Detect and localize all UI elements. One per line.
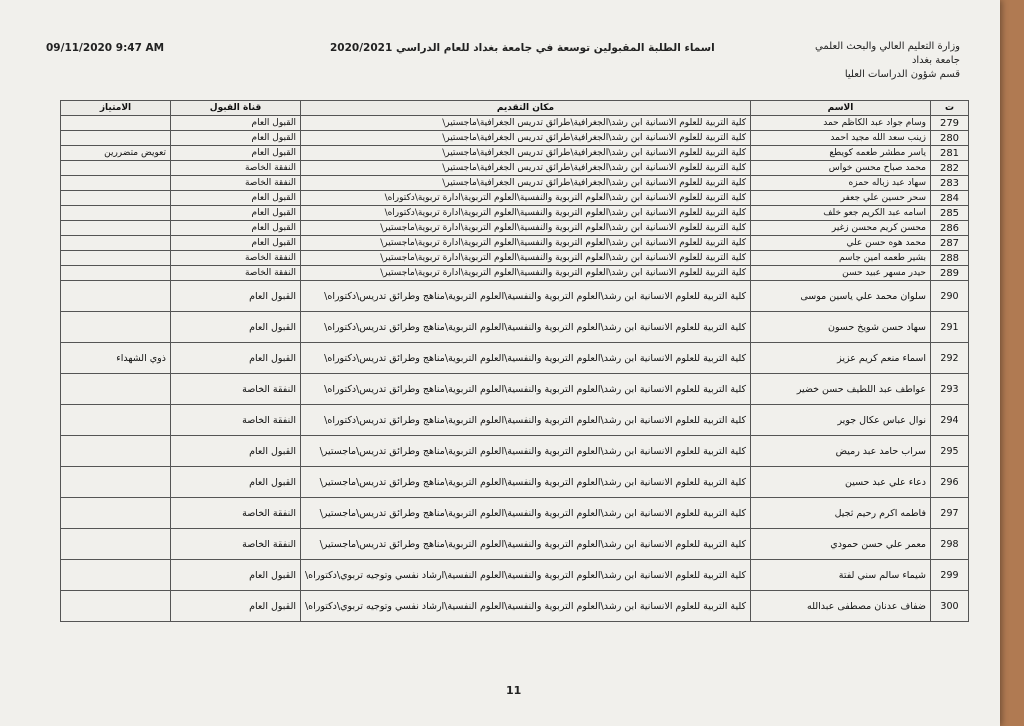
cell-place: كلية التربية للعلوم الانسانية ابن رشد\الجغرافية\طرائق تدريس الجغرافية\ماجستير\ [301, 116, 751, 131]
cell-channel: النفقة الخاصة [171, 405, 301, 436]
cell-place: كلية التربية للعلوم الانسانية ابن رشد\العلوم التربوية والنفسية\العلوم التربوية\مناهج وطرائق تدريس\دكتوراه\ [301, 281, 751, 312]
table-header-row [61, 101, 969, 116]
cell-channel: القبول العام [171, 191, 301, 206]
cell-place: كلية التربية للعلوم الانسانية ابن رشد\العلوم التربوية والنفسية\العلوم التربوية\ادارة تربوية\ماجستير\ [301, 251, 751, 266]
cell-number: 287 [931, 236, 969, 251]
department-name: قسم شؤون الدراسات العليا [844, 69, 960, 80]
ministry-name: وزارة التعليم العالي والبحث العلمي [815, 41, 960, 52]
table-row [61, 529, 969, 560]
cell-name: سهاد عبد زباله حمزه [751, 176, 931, 191]
cell-privilege [61, 161, 171, 176]
cell-channel: القبول العام [171, 146, 301, 161]
cell-privilege [61, 266, 171, 281]
table-row [61, 266, 969, 281]
cell-name: عواطف عبد اللطيف حسن خضير [751, 374, 931, 405]
table-row [61, 498, 969, 529]
cell-channel: القبول العام [171, 560, 301, 591]
cell-privilege [61, 467, 171, 498]
table-row [61, 343, 969, 374]
cell-place: كلية التربية للعلوم الانسانية ابن رشد\العلوم التربوية والنفسية\العلوم التربوية\ادارة تربوية\ماجستير\ [301, 236, 751, 251]
table-row [61, 236, 969, 251]
cell-place: كلية التربية للعلوم الانسانية ابن رشد\العلوم التربوية والنفسية\العلوم التربوية\مناهج وطرائق تدريس\ماجستير\ [301, 436, 751, 467]
cell-name: نوال عباس عكال جوير [751, 405, 931, 436]
cell-channel: القبول العام [171, 436, 301, 467]
cell-number: 289 [931, 266, 969, 281]
cell-privilege: تعويض متضررين [61, 146, 171, 161]
table-row [61, 221, 969, 236]
cell-number: 292 [931, 343, 969, 374]
cell-number: 286 [931, 221, 969, 236]
table-row [61, 251, 969, 266]
cell-channel: النفقة الخاصة [171, 498, 301, 529]
cell-channel: القبول العام [171, 236, 301, 251]
cell-place: كلية التربية للعلوم الانسانية ابن رشد\العلوم التربوية والنفسية\العلوم التربوية\مناهج وطرائق تدريس\ماجستير\ [301, 498, 751, 529]
cell-privilege [61, 529, 171, 560]
cell-place: كلية التربية للعلوم الانسانية ابن رشد\العلوم التربوية والنفسية\العلوم التربوية\مناهج وطرائق تدريس\ماجستير\ [301, 529, 751, 560]
cell-privilege: ذوي الشهداء [61, 343, 171, 374]
cell-number: 295 [931, 436, 969, 467]
students-table [60, 100, 969, 622]
cell-number: 294 [931, 405, 969, 436]
cell-place: كلية التربية للعلوم الانسانية ابن رشد\العلوم التربوية والنفسية\العلوم التربوية\مناهج وطرائق تدريس\دكتوراه\ [301, 374, 751, 405]
cell-name: اسامه عبد الكريم جعو خلف [751, 206, 931, 221]
cell-privilege [61, 236, 171, 251]
table-row [61, 161, 969, 176]
cell-channel: النفقة الخاصة [171, 374, 301, 405]
cell-name: دعاء علي عبد حسين [751, 467, 931, 498]
cell-channel: القبول العام [171, 591, 301, 622]
cell-name: سلوان محمد علي ياسين موسى [751, 281, 931, 312]
cell-number: 288 [931, 251, 969, 266]
cell-number: 281 [931, 146, 969, 161]
cell-privilege [61, 191, 171, 206]
cell-privilege [61, 560, 171, 591]
cell-name: فاطمه اكرم رحيم ثجيل [751, 498, 931, 529]
table-row [61, 312, 969, 343]
cell-name: معمر علي حسن حمودي [751, 529, 931, 560]
table-row [61, 281, 969, 312]
cell-name: ضفاف عدنان مصطفى عبدالله [751, 591, 931, 622]
cell-place: كلية التربية للعلوم الانسانية ابن رشد\الجغرافية\طرائق تدريس الجغرافية\ماجستير\ [301, 131, 751, 146]
table-row [61, 405, 969, 436]
cell-place: كلية التربية للعلوم الانسانية ابن رشد\العلوم التربوية والنفسية\العلوم النفسية\ارشاد نفسي وتوجيه تربوي\دكتوراه\ [301, 591, 751, 622]
column-header-privilege: الامتياز [61, 101, 171, 116]
cell-privilege [61, 405, 171, 436]
cell-privilege [61, 251, 171, 266]
cell-channel: القبول العام [171, 116, 301, 131]
cell-channel: القبول العام [171, 221, 301, 236]
cell-name: سهاد حسن شويخ حسون [751, 312, 931, 343]
cell-number: 300 [931, 591, 969, 622]
table-row [61, 131, 969, 146]
cell-number: 291 [931, 312, 969, 343]
cell-place: كلية التربية للعلوم الانسانية ابن رشد\الجغرافية\طرائق تدريس الجغرافية\ماجستير\ [301, 146, 751, 161]
table-row [61, 436, 969, 467]
cell-privilege [61, 206, 171, 221]
cell-privilege [61, 281, 171, 312]
table-row [61, 146, 969, 161]
cell-channel: القبول العام [171, 131, 301, 146]
cell-channel: القبول العام [171, 343, 301, 374]
column-header-place: مكان التقديم [301, 101, 751, 116]
cell-privilege [61, 374, 171, 405]
university-name: جامعة بغداد [911, 55, 960, 66]
cell-privilege [61, 498, 171, 529]
cell-place: كلية التربية للعلوم الانسانية ابن رشد\العلوم التربوية والنفسية\العلوم التربوية\ادارة تربوية\دكتوراه\ [301, 191, 751, 206]
cell-privilege [61, 131, 171, 146]
cell-place: كلية التربية للعلوم الانسانية ابن رشد\العلوم التربوية والنفسية\العلوم التربوية\مناهج وطرائق تدريس\دكتوراه\ [301, 312, 751, 343]
cell-channel: النفقة الخاصة [171, 266, 301, 281]
cell-channel: القبول العام [171, 281, 301, 312]
cell-channel: النفقة الخاصة [171, 161, 301, 176]
table-row [61, 560, 969, 591]
cell-number: 299 [931, 560, 969, 591]
cell-name: محمد هوه حسن علي [751, 236, 931, 251]
cell-number: 297 [931, 498, 969, 529]
cell-privilege [61, 591, 171, 622]
table-row [61, 591, 969, 622]
cell-privilege [61, 436, 171, 467]
cell-channel: القبول العام [171, 206, 301, 221]
cell-name: محمد صباح محسن خواس [751, 161, 931, 176]
table-row [61, 467, 969, 498]
cell-number: 296 [931, 467, 969, 498]
table-row [61, 374, 969, 405]
cell-channel: النفقة الخاصة [171, 529, 301, 560]
cell-name: سراب حامد عبد رميض [751, 436, 931, 467]
cell-channel: القبول العام [171, 467, 301, 498]
cell-number: 298 [931, 529, 969, 560]
cell-name: محسن كريم محسن زغير [751, 221, 931, 236]
print-datetime: 09/11/2020 9:47 AM [46, 42, 165, 54]
cell-name: اسماء منعم كريم عزيز [751, 343, 931, 374]
column-header-name: الاسم [751, 101, 931, 116]
column-header-channel: قناة القبول [171, 101, 301, 116]
cell-privilege [61, 176, 171, 191]
cell-number: 290 [931, 281, 969, 312]
cell-place: كلية التربية للعلوم الانسانية ابن رشد\العلوم التربوية والنفسية\العلوم التربوية\ادارة تربوية\ماجستير\ [301, 221, 751, 236]
page-title: اسماء الطلبة المقبولين توسعة في جامعة بغداد للعام الدراسي 2020/2021 [330, 42, 715, 54]
cell-place: كلية التربية للعلوم الانسانية ابن رشد\العلوم التربوية والنفسية\العلوم التربوية\ادارة تربوية\دكتوراه\ [301, 206, 751, 221]
cell-privilege [61, 221, 171, 236]
cell-place: كلية التربية للعلوم الانسانية ابن رشد\الجغرافية\طرائق تدريس الجغرافية\ماجستير\ [301, 161, 751, 176]
page-number: 11 [506, 684, 522, 697]
cell-channel: النفقة الخاصة [171, 176, 301, 191]
cell-number: 283 [931, 176, 969, 191]
column-header-number: ت [931, 101, 969, 116]
cell-place: كلية التربية للعلوم الانسانية ابن رشد\الجغرافية\طرائق تدريس الجغرافية\ماجستير\ [301, 176, 751, 191]
cell-place: كلية التربية للعلوم الانسانية ابن رشد\العلوم التربوية والنفسية\العلوم التربوية\مناهج وطرائق تدريس\دكتوراه\ [301, 405, 751, 436]
cell-name: ياسر مطشر طعمه كويطع [751, 146, 931, 161]
cell-name: بشير طعمه امين جاسم [751, 251, 931, 266]
cell-name: شيماء سالم سني لفتة [751, 560, 931, 591]
cell-channel: النفقة الخاصة [171, 251, 301, 266]
cell-name: وسام جواد عبد الكاظم حمد [751, 116, 931, 131]
cell-number: 279 [931, 116, 969, 131]
cell-name: زينب سعد الله مجيد احمد [751, 131, 931, 146]
cell-name: حيدر مسهر عبيد حسن [751, 266, 931, 281]
table-row [61, 176, 969, 191]
cell-privilege [61, 312, 171, 343]
cell-place: كلية التربية للعلوم الانسانية ابن رشد\العلوم التربوية والنفسية\العلوم التربوية\مناهج وطرائق تدريس\ماجستير\ [301, 467, 751, 498]
cell-number: 280 [931, 131, 969, 146]
table-row [61, 206, 969, 221]
ministry-header [815, 40, 960, 82]
cell-place: كلية التربية للعلوم الانسانية ابن رشد\العلوم التربوية والنفسية\العلوم التربوية\ادارة تربوية\ماجستير\ [301, 266, 751, 281]
cell-number: 285 [931, 206, 969, 221]
cell-place: كلية التربية للعلوم الانسانية ابن رشد\العلوم التربوية والنفسية\العلوم النفسية\ارشاد نفسي وتوجيه تربوي\دكتوراه\ [301, 560, 751, 591]
cell-privilege [61, 116, 171, 131]
cell-number: 293 [931, 374, 969, 405]
cell-channel: القبول العام [171, 312, 301, 343]
cell-number: 284 [931, 191, 969, 206]
table-row [61, 116, 969, 131]
table-row [61, 191, 969, 206]
cell-number: 282 [931, 161, 969, 176]
cell-place: كلية التربية للعلوم الانسانية ابن رشد\العلوم التربوية والنفسية\العلوم التربوية\مناهج وطرائق تدريس\دكتوراه\ [301, 343, 751, 374]
cell-name: سحر حسين علي جعفر [751, 191, 931, 206]
